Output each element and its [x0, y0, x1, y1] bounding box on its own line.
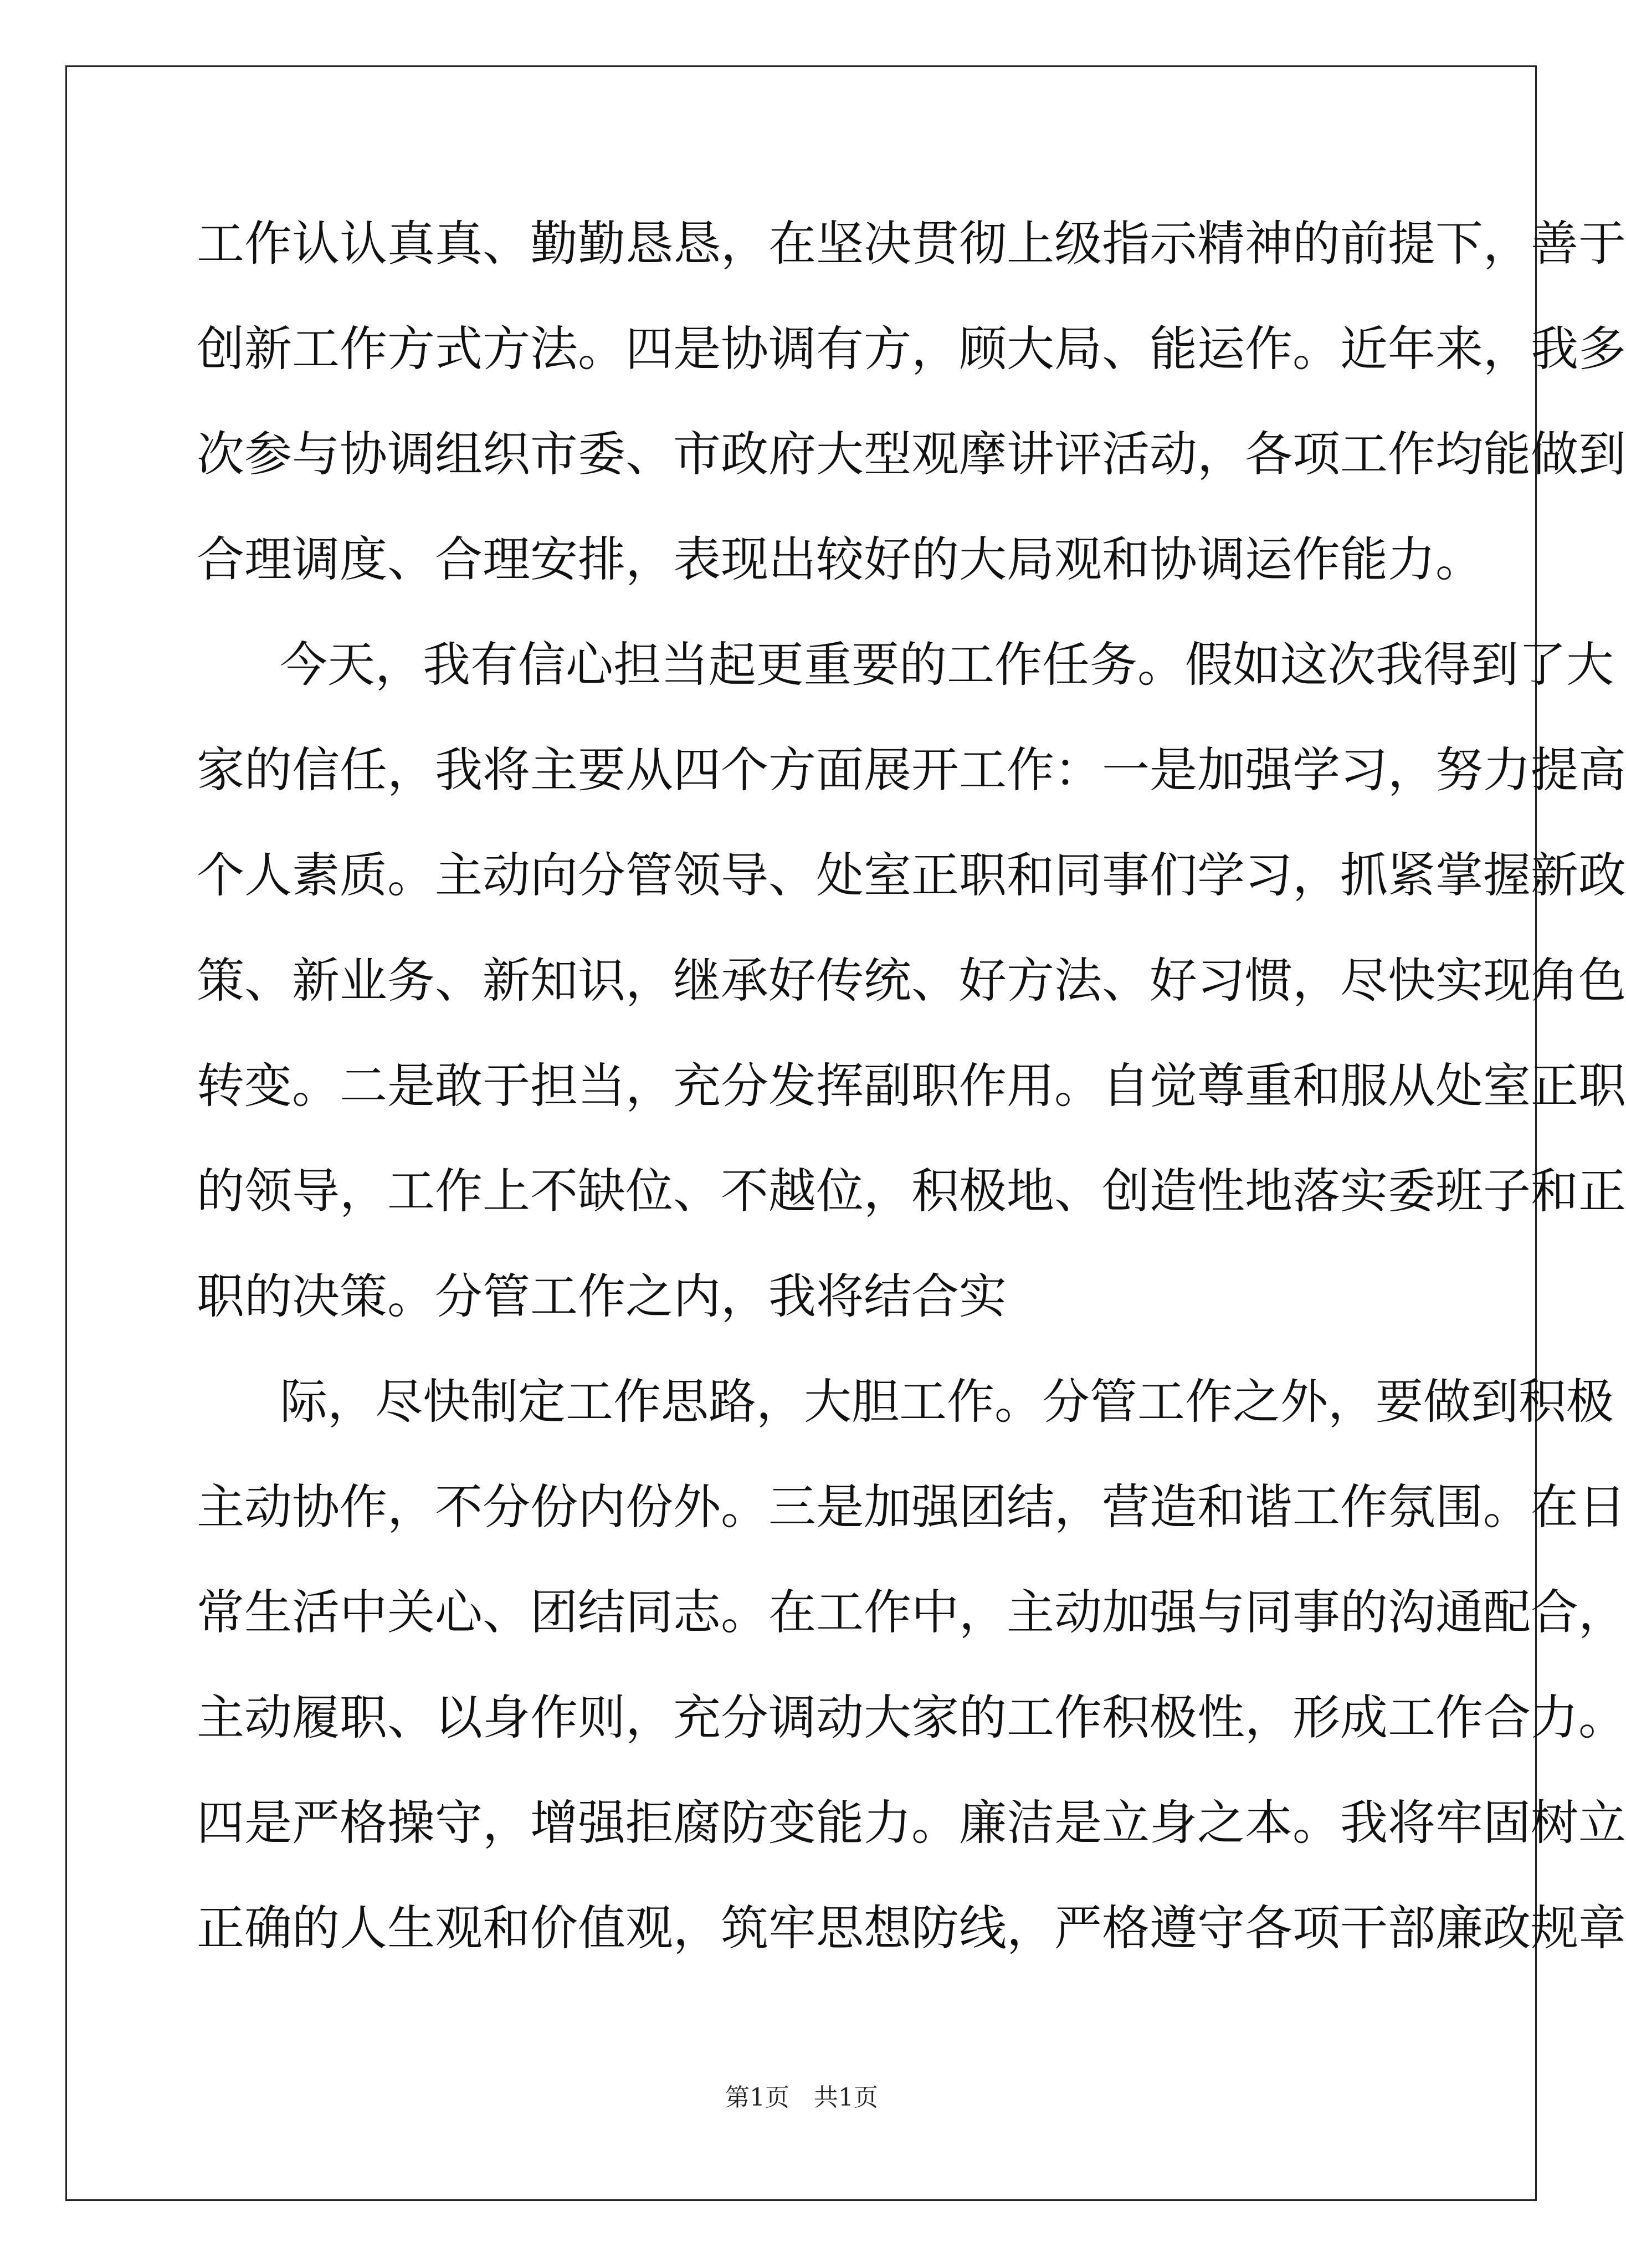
- text-line: 个人素质。主动向分管领导、处室正职和同事们学习，抓紧掌握新政: [197, 848, 1626, 903]
- text-line: 创新工作方式方法。四是协调有方，顾大局、能运作。近年来，我多: [197, 321, 1626, 377]
- text-line: 常生活中关心、团结同志。在工作中，主动加强与同事的沟通配合，: [197, 1585, 1626, 1640]
- text-line: 转变。二是敢于担当，充分发挥副职作用。自觉尊重和服从处室正职: [197, 1058, 1626, 1114]
- text-line: 次参与协调组织市委、市政府大型观摩讲评活动，各项工作均能做到: [197, 427, 1626, 482]
- text-line: 职的决策。分管工作之内，我将结合实: [197, 1269, 1007, 1324]
- text-line: 的领导，工作上不缺位、不越位，积极地、创造性地落实委班子和正: [197, 1164, 1626, 1219]
- page-border: [65, 65, 1626, 2201]
- text-line: 工作认认真真、勤勤恳恳，在坚决贯彻上级指示精神的前提下，善于: [197, 216, 1626, 272]
- text-line: 际，尽快制定工作思路，大胆工作。分管工作之外，要做到积极: [280, 1374, 1614, 1430]
- text-line: 家的信任，我将主要从四个方面展开工作：一是加强学习，努力提高: [197, 743, 1626, 798]
- page-footer: 第1页 共1页: [725, 2083, 878, 2112]
- text-line: 四是严格操守，增强拒腐防变能力。廉洁是立身之本。我将牢固树立: [197, 1795, 1626, 1851]
- text-line: 今天，我有信心担当起更重要的工作任务。假如这次我得到了大: [280, 637, 1614, 693]
- text-line: 正确的人生观和价值观，筑牢思想防线，严格遵守各项干部廉政规章: [197, 1901, 1626, 1956]
- text-line: 主动协作，不分份内份外。三是加强团结，营造和谐工作氛围。在日: [197, 1479, 1626, 1535]
- text-line: 主动履职、以身作则，充分调动大家的工作积极性，形成工作合力。: [197, 1690, 1626, 1745]
- text-line: 策、新业务、新知识，继承好传统、好方法、好习惯，尽快实现角色: [197, 953, 1626, 1008]
- text-line: 合理调度、合理安排，表现出较好的大局观和协调运作能力。: [197, 532, 1483, 587]
